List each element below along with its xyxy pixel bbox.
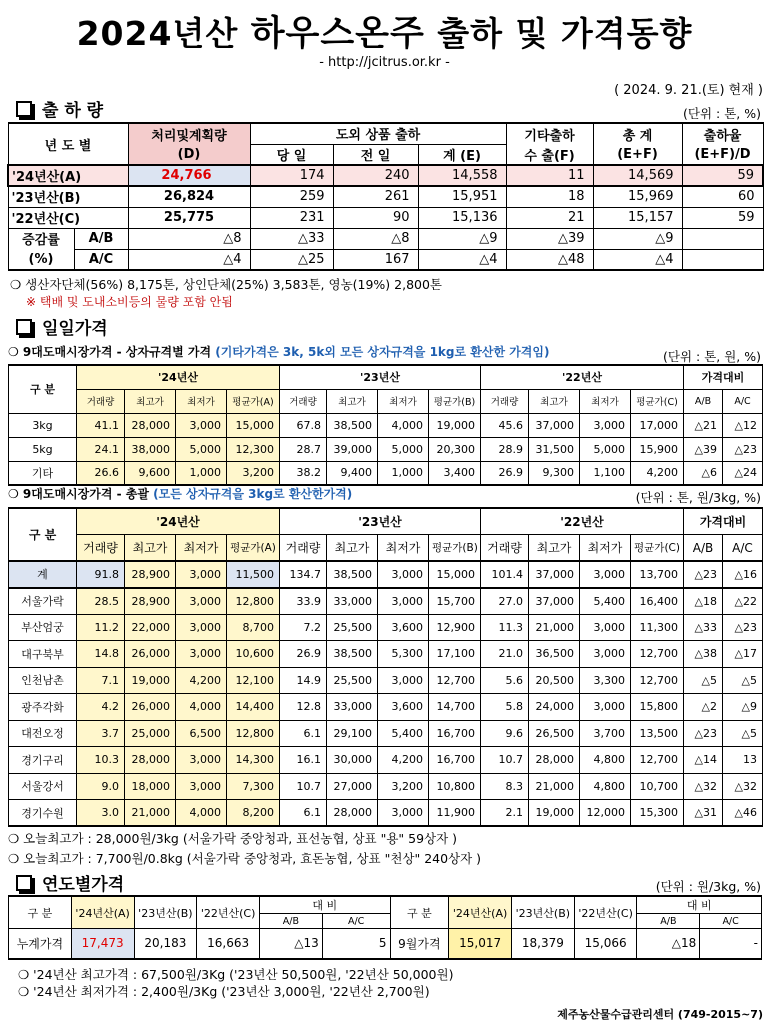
table-cell: 11,500 xyxy=(227,561,280,588)
table-row xyxy=(9,461,763,485)
table-cell: 20,300 xyxy=(429,437,481,461)
row-label: 3kg xyxy=(9,413,77,437)
table-cell: 25,500 xyxy=(327,614,378,641)
table-cell: 19,000 xyxy=(529,800,580,827)
table-cell: 45.6 xyxy=(481,413,529,437)
row-label: 부산엄궁 xyxy=(9,614,77,641)
table-cell: 10.7 xyxy=(280,773,327,800)
table-cell: 37,000 xyxy=(529,588,580,615)
table-cell: 26.9 xyxy=(481,461,529,485)
table-cell: 6,500 xyxy=(176,720,227,747)
section-daily-title: 일일가격 xyxy=(16,314,108,339)
col-23: '23년산 xyxy=(280,508,481,535)
table-cell: 11.2 xyxy=(77,614,125,641)
yearly-note-2: ❍ '24년산 최저가격 : 2,400원/3Kg ('23년산 3,000원, '22년산 2,700원) xyxy=(18,984,430,999)
table-cell: 15,000 xyxy=(429,561,481,588)
table-cell: 3,400 xyxy=(429,461,481,485)
table-cell: 3,000 xyxy=(580,614,631,641)
table-cell: 12,100 xyxy=(227,667,280,694)
table-cell: 5,400 xyxy=(378,720,429,747)
site-url[interactable]: - http://jcitrus.or.kr - xyxy=(319,55,450,70)
table-cell: 3,000 xyxy=(176,413,227,437)
footer-org: 제주농산물수급관리센터 (749-2015~7) xyxy=(557,1008,763,1021)
row-label: 서울강서 xyxy=(9,773,77,800)
table-row: '24년산(A) 24,766 174 240 14,558 11 14,569 59 xyxy=(8,165,763,186)
table-cell: 29,100 xyxy=(327,720,378,747)
table-row xyxy=(9,720,763,747)
table-cell: 4.2 xyxy=(77,694,125,721)
table-cell: 28,900 xyxy=(125,561,176,588)
table-cell: 67.8 xyxy=(280,413,327,437)
table-cell: 3,000 xyxy=(176,747,227,774)
table-cell: 5,400 xyxy=(580,588,631,615)
table-cell: 5,000 xyxy=(580,437,631,461)
table-cell: △5 xyxy=(723,667,763,694)
table-cell: △5 xyxy=(723,720,763,747)
table-cell: 14.8 xyxy=(77,641,125,668)
table-row xyxy=(9,747,763,774)
table-row xyxy=(9,667,763,694)
table-cell: 10.7 xyxy=(481,747,529,774)
table-cell: 4,800 xyxy=(580,747,631,774)
table-cell: 13,700 xyxy=(631,561,684,588)
table-cell: 21,000 xyxy=(529,614,580,641)
daily-subheading-box: ❍ 9대도매시장가격 - 상자규격별 가격 (기타가격은 3k, 5k외 모든 상자규격을 1kg로 환산한 가격임) xyxy=(8,345,550,359)
table-cell: 30,000 xyxy=(327,747,378,774)
table-cell: 28.5 xyxy=(77,588,125,615)
col-prev: 전 일 xyxy=(333,144,418,165)
table-cell: 15,700 xyxy=(429,588,481,615)
table-row xyxy=(9,694,763,721)
table-cell: 28,000 xyxy=(125,413,176,437)
table-cell: 12,700 xyxy=(429,667,481,694)
table-cell: 14,700 xyxy=(429,694,481,721)
col-rate-sub: (E+F)/D xyxy=(682,144,763,165)
table-cell: 9.0 xyxy=(77,773,125,800)
table-row xyxy=(9,641,763,668)
table-cell: 27,000 xyxy=(327,773,378,800)
yearly-table: 구 분 '24년산(A) '23년산(B) '22년산(C) 대 비 구 분 '24년산(A) '23년산(B) '22년산(C) 대 비 A/B A/C A/B A/C 누계가격 17,473 20,183 16,663 △13 5 9월가격 15,017 18,379 15,066 △18 - xyxy=(8,895,762,960)
table-cell: 101.4 xyxy=(481,561,529,588)
table-cell: 3.0 xyxy=(77,800,125,827)
table-cell: 12,300 xyxy=(227,437,280,461)
table-cell: △18 xyxy=(684,588,723,615)
col-plan: 처리및계획량 xyxy=(128,123,250,144)
table-cell: 9,400 xyxy=(327,461,378,485)
table-cell: 3,600 xyxy=(378,694,429,721)
table-cell: 14,400 xyxy=(227,694,280,721)
col-year: 년 도 별 xyxy=(8,123,128,165)
table-cell: 16,700 xyxy=(429,747,481,774)
table-cell: 27.0 xyxy=(481,588,529,615)
col-other: 기타출하 xyxy=(506,123,593,144)
checkbox-bullet-icon xyxy=(16,101,32,117)
table-cell: △23 xyxy=(723,614,763,641)
table-cell: 3,600 xyxy=(378,614,429,641)
table-cell: 7.1 xyxy=(77,667,125,694)
table-cell: 28,000 xyxy=(327,800,378,827)
table-cell: 8,200 xyxy=(227,800,280,827)
table-cell: 4,000 xyxy=(378,413,429,437)
table-cell: 5.8 xyxy=(481,694,529,721)
table-cell: 13 xyxy=(723,747,763,774)
col-domestic: 도외 상품 출하 xyxy=(250,123,506,144)
table-cell: 26.6 xyxy=(77,461,125,485)
table-cell: 25,000 xyxy=(125,720,176,747)
daily-note-2: ❍ 오늘최고가 : 7,700원/0.8kg (서울가락 중앙청과, 효돈농협, 상표 "천상" 240상자 ) xyxy=(8,851,482,866)
table-cell: 4,000 xyxy=(176,694,227,721)
shipment-warning: ※ 택배 및 도내소비등의 물량 포함 안됨 xyxy=(26,295,233,309)
table-cell: 38,500 xyxy=(327,413,378,437)
table-cell: 4,200 xyxy=(176,667,227,694)
table-cell: 3,200 xyxy=(378,773,429,800)
col-gubun: 구 분 xyxy=(9,365,77,413)
table-cell: 134.7 xyxy=(280,561,327,588)
table-cell: 33.9 xyxy=(280,588,327,615)
yearly-unit: (단위 : 원/3kg, %) xyxy=(655,879,761,894)
table-cell: 3,000 xyxy=(176,614,227,641)
table-cell: 5,000 xyxy=(378,437,429,461)
report-date: ( 2024. 9. 21.(토) 현재 ) xyxy=(614,83,763,98)
table-cell: 38.2 xyxy=(280,461,327,485)
table-cell: 3,000 xyxy=(176,561,227,588)
table-cell: 17,000 xyxy=(631,413,684,437)
col-23: '23년산 xyxy=(280,365,481,389)
table-cell: 24,000 xyxy=(529,694,580,721)
table-cell: 28,000 xyxy=(529,747,580,774)
col-cmp: 가격대비 xyxy=(684,365,763,389)
table-row xyxy=(9,800,763,827)
table-cell: 4,200 xyxy=(378,747,429,774)
table-cell: △32 xyxy=(723,773,763,800)
table-cell: 37,000 xyxy=(529,413,580,437)
table-cell: △23 xyxy=(723,437,763,461)
table-cell: 16,400 xyxy=(631,588,684,615)
table-row xyxy=(9,773,763,800)
table-cell: 15,000 xyxy=(227,413,280,437)
table-cell: 26.9 xyxy=(280,641,327,668)
col-gubun: 구 분 xyxy=(9,508,77,561)
table-cell: 1,000 xyxy=(176,461,227,485)
table-cell: 19,000 xyxy=(125,667,176,694)
col-rate: 출하율 xyxy=(682,123,763,144)
checkbox-bullet-icon xyxy=(16,875,32,891)
col-sum: 계 (E) xyxy=(418,144,506,165)
table-row xyxy=(9,413,763,437)
table-cell: 3,000 xyxy=(176,641,227,668)
table-cell: 14.9 xyxy=(280,667,327,694)
table-cell: △2 xyxy=(684,694,723,721)
table-cell: 11.3 xyxy=(481,614,529,641)
table-cell: 3,000 xyxy=(580,694,631,721)
row-label: 경기수원 xyxy=(9,800,77,827)
table-row: (%) A/C △4 △25 167 △4 △48 △4 xyxy=(8,249,763,270)
table-cell: 10,800 xyxy=(429,773,481,800)
table-cell: △32 xyxy=(684,773,723,800)
row-label: 서울가락 xyxy=(9,588,77,615)
col-24: '24년산 xyxy=(77,365,280,389)
table-cell: 1,000 xyxy=(378,461,429,485)
table-cell: 25,500 xyxy=(327,667,378,694)
table-cell: 39,000 xyxy=(327,437,378,461)
table-cell: 28.7 xyxy=(280,437,327,461)
table-cell: 12,700 xyxy=(631,747,684,774)
checkbox-bullet-icon xyxy=(16,319,32,335)
col-export: 수 출(F) xyxy=(506,144,593,165)
table-row: '23년산(B) 26,824 259 261 15,951 18 15,969 60 xyxy=(8,186,763,207)
table-cell: 12,900 xyxy=(429,614,481,641)
col-today: 당 일 xyxy=(250,144,333,165)
table-cell: 4,200 xyxy=(631,461,684,485)
table-cell: △31 xyxy=(684,800,723,827)
table-cell: △5 xyxy=(684,667,723,694)
table-cell: △23 xyxy=(684,720,723,747)
table-cell: 6.1 xyxy=(280,720,327,747)
table-cell: 28,000 xyxy=(125,747,176,774)
table-cell: 16,700 xyxy=(429,720,481,747)
row-label: 대전오정 xyxy=(9,720,77,747)
table-cell: 10,700 xyxy=(631,773,684,800)
table-cell: 8.3 xyxy=(481,773,529,800)
table-cell: 41.1 xyxy=(77,413,125,437)
table-cell: 3,000 xyxy=(176,773,227,800)
row-label: 대구북부 xyxy=(9,641,77,668)
table-cell: 37,000 xyxy=(529,561,580,588)
table-row: '22년산(C) 25,775 231 90 15,136 21 15,157 59 xyxy=(8,207,763,228)
table-cell: △14 xyxy=(684,747,723,774)
row-label: 인천남촌 xyxy=(9,667,77,694)
table-cell: △24 xyxy=(723,461,763,485)
table-cell: 3,000 xyxy=(378,667,429,694)
table-cell: △23 xyxy=(684,561,723,588)
page-title: 2024년산 하우스온주 출하 및 가격동향 xyxy=(76,14,693,54)
daily-note-1: ❍ 오늘최고가 : 28,000원/3kg (서울가락 중앙청과, 표선농협, 상표 "용" 59상자 ) xyxy=(8,831,458,846)
table-row: 누계가격 17,473 20,183 16,663 △13 5 9월가격 15,017 18,379 15,066 △18 - xyxy=(9,929,762,959)
col-22: '22년산 xyxy=(481,365,684,389)
table-cell: 15,800 xyxy=(631,694,684,721)
table-cell: △17 xyxy=(723,641,763,668)
table-cell: 31,500 xyxy=(529,437,580,461)
table-cell: 1,100 xyxy=(580,461,631,485)
table-cell: 12,800 xyxy=(227,720,280,747)
row-label: 경기구리 xyxy=(9,747,77,774)
table-cell: 4,800 xyxy=(580,773,631,800)
table-cell: △12 xyxy=(723,413,763,437)
table-row xyxy=(9,561,763,588)
table-cell: 9.6 xyxy=(481,720,529,747)
table-cell: 12.8 xyxy=(280,694,327,721)
shipment-table xyxy=(7,122,764,271)
table-cell: 6.1 xyxy=(280,800,327,827)
table-cell: 3,200 xyxy=(227,461,280,485)
table-cell: 14,300 xyxy=(227,747,280,774)
section-yearly-title: 연도별가격 xyxy=(16,870,124,895)
table-cell: 26,000 xyxy=(125,694,176,721)
table-row: 증감률 A/B △8 △33 △8 △9 △39 △9 xyxy=(8,228,763,249)
col-22: '22년산 xyxy=(481,508,684,535)
table-cell: 5,000 xyxy=(176,437,227,461)
table-row xyxy=(9,614,763,641)
table-cell: △21 xyxy=(684,413,723,437)
shipment-note: ❍ 생산자단체(56%) 8,175톤, 상인단체(25%) 3,583톤, 영농(19%) 2,800톤 xyxy=(10,277,443,292)
table-cell: 38,500 xyxy=(327,561,378,588)
table-cell: 28.9 xyxy=(481,437,529,461)
table-cell: 3,000 xyxy=(580,561,631,588)
table-cell: 15,300 xyxy=(631,800,684,827)
table-cell: 3,000 xyxy=(378,800,429,827)
table-cell: 9,300 xyxy=(529,461,580,485)
table-cell: 5,300 xyxy=(378,641,429,668)
market-price-table: 구 분 '24년산 '23년산 '22년산 가격대비 거래량 최고가 최저가 평균가(A) 거래량 최고가 최저가 평균가(B) 거래량 최고가 최저가 평균가(C) A/B A/C 계 91.8 28,900 3,000 11,500 134.7 38,500 3,000 15,000 101.4 37,000 3,000 13,700 △23 △16 서울가락 28.5 28,900 3,000 12,800 33.9 33,000 3,000 15,700 27.0 37,000 5,400 16,400 △18 △22 부산엄궁 11.2 22,000 3,000 8,700 7.2 25,500 3,600 12,900 11.3 21,000 3,000 11,300 △33 △23 대구북부 14.8 26,000 3,000 10,600 26.9 38,500 5,300 17,100 21.0 36,500 3,000 12,700 △38 △17 인천남촌 7.1 19,000 4,200 12,100 14.9 25,500 3,000 12,700 5.6 20,500 3,300 12,700 △5 △5 광주각화 4.2 26,000 4,000 14,400 12.8 33,000 3,600 14,700 5.8 24,000 3,000 15,800 △2 △9 대전오정 3.7 25,000 6,500 12,800 6.1 29,100 5,400 16,700 9.6 26,500 3,700 13,500 △23 △5 경기구리 10.3 28,000 3,000 14,300 16.1 30,000 4,200 16,700 10.7 28,000 4,800 12,700 △14 13 서울강서 9.0 18,000 3,000 7,300 10.7 27,000 3,200 10,800 8.3 21,000 4,800 10,700 △32 △32 경기수원 3.0 21,000 4,000 8,200 6.1 28,000 3,000 11,900 2.1 19,000 12,000 15,300 △31 △46 xyxy=(8,507,763,827)
shipment-unit: (단위 : 톤, %) xyxy=(683,106,761,121)
table-cell: △22 xyxy=(723,588,763,615)
table-cell: 11,900 xyxy=(429,800,481,827)
table-cell: △38 xyxy=(684,641,723,668)
table-cell: 24.1 xyxy=(77,437,125,461)
col-total: 총 계 xyxy=(593,123,682,144)
table-cell: 21.0 xyxy=(481,641,529,668)
table-cell: 26,000 xyxy=(125,641,176,668)
table-cell: △33 xyxy=(684,614,723,641)
table-cell: 21,000 xyxy=(125,800,176,827)
daily-unit-box: (단위 : 톤, 원, %) xyxy=(663,349,761,364)
table-cell: 17,100 xyxy=(429,641,481,668)
table-cell: 33,000 xyxy=(327,694,378,721)
table-cell: 9,600 xyxy=(125,461,176,485)
table-cell: 26,500 xyxy=(529,720,580,747)
col-total-sub: (E+F) xyxy=(593,144,682,165)
table-cell: 3,300 xyxy=(580,667,631,694)
table-cell: 38,000 xyxy=(125,437,176,461)
row-label: 5kg xyxy=(9,437,77,461)
daily-subheading-market: ❍ 9대도매시장가격 - 총괄 (모든 상자규격을 3kg로 환산한가격) xyxy=(8,487,353,501)
table-cell: 2.1 xyxy=(481,800,529,827)
table-cell: 15,900 xyxy=(631,437,684,461)
table-row xyxy=(9,437,763,461)
table-cell: 20,500 xyxy=(529,667,580,694)
table-cell: 3,000 xyxy=(580,413,631,437)
table-cell: 13,500 xyxy=(631,720,684,747)
table-cell: 36,500 xyxy=(529,641,580,668)
table-cell: 3,000 xyxy=(378,561,429,588)
table-cell: △39 xyxy=(684,437,723,461)
table-cell: △16 xyxy=(723,561,763,588)
table-cell: 3,000 xyxy=(378,588,429,615)
col-cmp: 가격대비 xyxy=(684,508,763,535)
table-cell: 12,700 xyxy=(631,667,684,694)
table-cell: 28,900 xyxy=(125,588,176,615)
table-cell: 7.2 xyxy=(280,614,327,641)
table-cell: 12,700 xyxy=(631,641,684,668)
table-cell: 5.6 xyxy=(481,667,529,694)
row-label: 광주각화 xyxy=(9,694,77,721)
table-cell: 16.1 xyxy=(280,747,327,774)
daily-unit-market: (단위 : 톤, 원/3kg, %) xyxy=(635,490,761,505)
section-shipment-title: 출 하 량 xyxy=(16,96,103,121)
table-cell: 38,500 xyxy=(327,641,378,668)
yearly-note-1: ❍ '24년산 최고가격 : 67,500원/3Kg ('23년산 50,500원, '22년산 50,000원) xyxy=(18,967,454,982)
table-cell: 12,800 xyxy=(227,588,280,615)
table-cell: 10,600 xyxy=(227,641,280,668)
table-cell: 3,000 xyxy=(580,641,631,668)
box-price-table: 구 분 '24년산 '23년산 '22년산 가격대비 거래량 최고가 최저가 평균가(A) 거래량 최고가 최저가 평균가(B) 거래량 최고가 최저가 평균가(C) A/B A/C 3kg 41.1 28,000 3,000 15,000 67.8 38,500 4,000 19,000 45.6 37,000 3,000 17,000 △21 △12 5kg 24.1 38,000 5,000 12,300 28.7 39,000 5,000 20,300 28.9 31,500 5,000 15,900 △39 △23 기타 26.6 9,600 1,000 3,200 38.2 9,400 1,000 3,400 26.9 9,300 1,100 4,200 △6 △24 xyxy=(8,364,763,486)
table-cell: 19,000 xyxy=(429,413,481,437)
table-cell: 4,000 xyxy=(176,800,227,827)
table-cell: △9 xyxy=(723,694,763,721)
table-cell: 7,300 xyxy=(227,773,280,800)
col-plan-sub: (D) xyxy=(128,144,250,165)
table-cell: 8,700 xyxy=(227,614,280,641)
table-row xyxy=(9,588,763,615)
table-cell: 3,000 xyxy=(176,588,227,615)
table-cell: 11,300 xyxy=(631,614,684,641)
table-cell: 10.3 xyxy=(77,747,125,774)
table-cell: 3.7 xyxy=(77,720,125,747)
table-cell: 91.8 xyxy=(77,561,125,588)
col-24: '24년산 xyxy=(77,508,280,535)
table-cell: △46 xyxy=(723,800,763,827)
row-label: 기타 xyxy=(9,461,77,485)
table-cell: 12,000 xyxy=(580,800,631,827)
table-cell: 18,000 xyxy=(125,773,176,800)
table-cell: 22,000 xyxy=(125,614,176,641)
table-cell: 33,000 xyxy=(327,588,378,615)
table-cell: △6 xyxy=(684,461,723,485)
row-label: 계 xyxy=(9,561,77,588)
table-cell: 3,700 xyxy=(580,720,631,747)
table-cell: 21,000 xyxy=(529,773,580,800)
